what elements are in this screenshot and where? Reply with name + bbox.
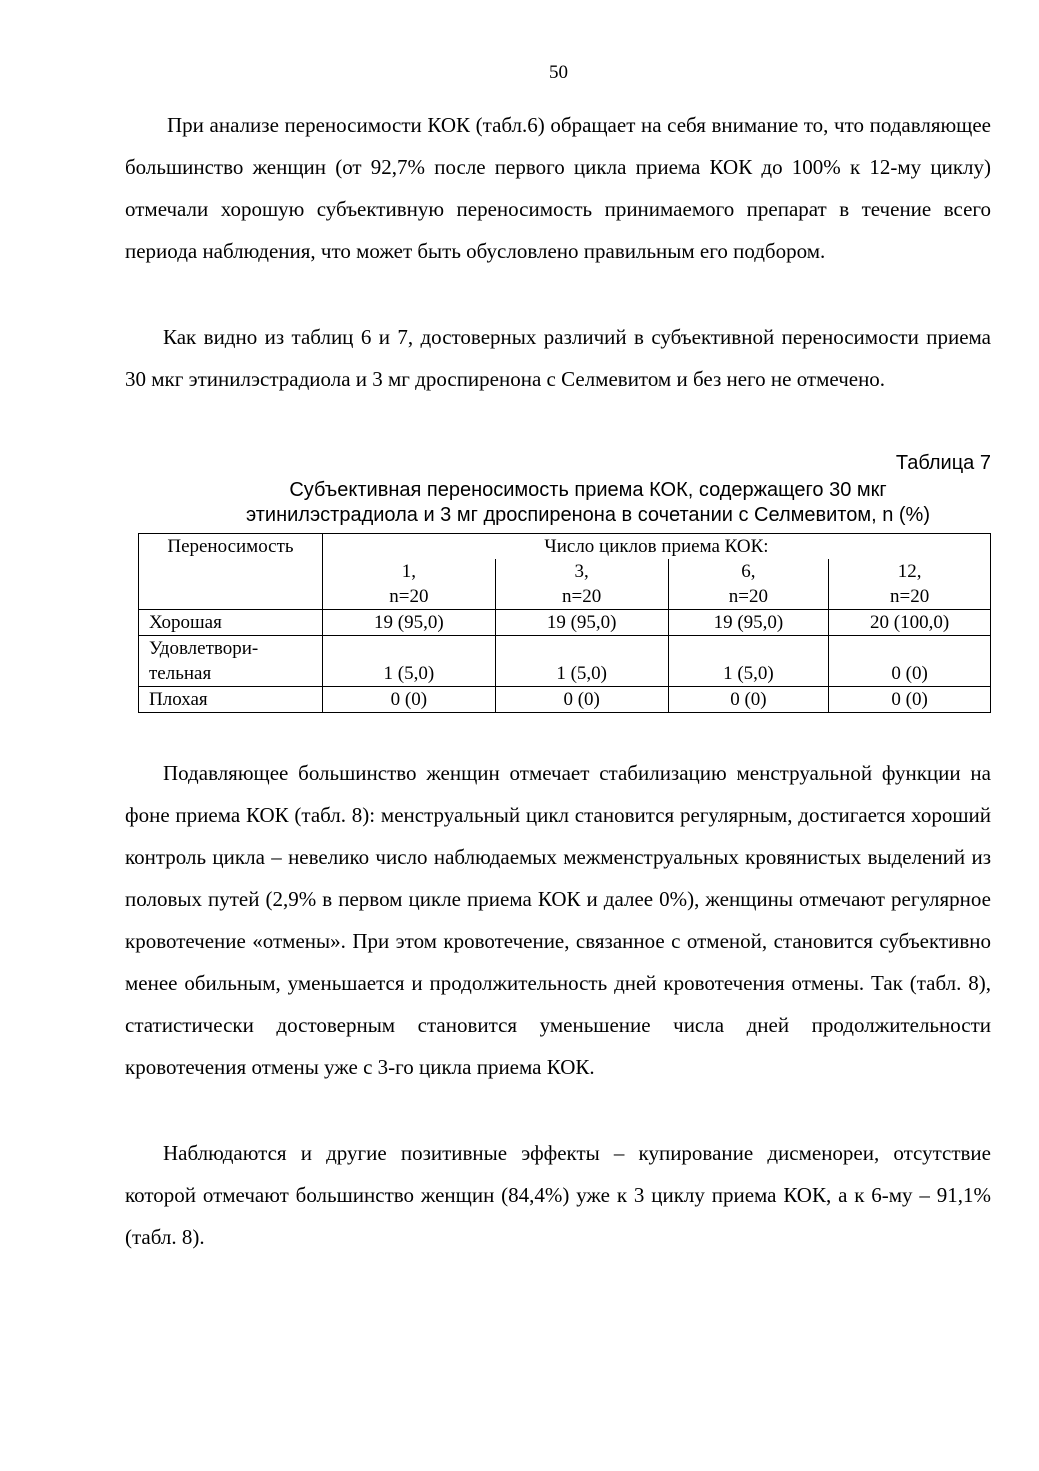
header-cycle-1: 1, n=20: [322, 559, 495, 610]
cell-bad-1: 0 (0): [322, 687, 495, 713]
paragraph-tolerance-analysis: При анализе переносимости КОК (табл.6) обращает на себя внимание то, что подавляющее большинство женщин (от 92,7% после первого цикла приема КОК до 100% к 12-му циклу) отмечали хорошую субъективную переносимость принимаемого препарат в течение всего периода наблюдения, что может быть обусловлено правильным его подбором.: [125, 113, 991, 263]
table-label: Таблица 7: [895, 452, 991, 474]
cell-satisfactory-1: 1 (5,0): [322, 636, 495, 687]
paragraph-menstrual-function: Подавляющее большинство женщин отмечает стабилизацию менструальной функции на фоне приема КОК (табл. 8): менструальный цикл становится регулярным, достигается хороший контроль цикла – невелико число наблюдаемых межменструальных кровянистых выделений из половых путей (2,9% в первом цикле приема КОК и далее 0%), женщины отмечают регулярное кровотечение «отмены». При этом кровотечение, связанное с отменой, становится субъективно менее обильным, уменьшается и продолжительность дней кровотечения отмены. Так (табл. 8), статистически достоверным становится уменьшение числа дней продолжительности кровотечения отмены уже с 3-го цикла приема КОК.: [125, 761, 991, 1079]
cell-bad-6: 0 (0): [668, 687, 829, 713]
row-label-satisfactory: Удовлетвори- тельная: [139, 636, 323, 687]
row-label-bad: Плохая: [139, 687, 323, 713]
cell-bad-12: 0 (0): [829, 687, 991, 713]
tolerance-table: [138, 533, 991, 713]
cell-good-1: 19 (95,0): [322, 610, 495, 636]
header-spacer: [139, 559, 323, 610]
header-cycle-12: 12, n=20: [829, 559, 991, 610]
page-number: 50: [549, 62, 568, 83]
table-row-good: [139, 610, 991, 636]
header-cycle-3: 3, n=20: [495, 559, 668, 610]
cell-good-12: 20 (100,0): [829, 610, 991, 636]
cell-satisfactory-6: 1 (5,0): [668, 636, 829, 687]
cell-satisfactory-12: 0 (0): [829, 636, 991, 687]
cell-good-3: 19 (95,0): [495, 610, 668, 636]
header-cycles-group: Число циклов приема КОК:: [322, 534, 990, 560]
cell-good-6: 19 (95,0): [668, 610, 829, 636]
header-cycle-6: 6, n=20: [668, 559, 829, 610]
header-tolerance: Переносимость: [139, 534, 323, 560]
row-label-good: Хорошая: [139, 610, 323, 636]
table-caption: [170, 478, 1006, 528]
table-caption-line-2: этинилэстрадиола и 3 мг дроспиренона в сочетании с Селмевитом, n (%): [245, 504, 930, 526]
table-row-bad: [139, 687, 991, 713]
paragraph-no-differences: Как видно из таблиц 6 и 7, достоверных различий в субъективной переносимости приема 30 мкг этинилэстрадиола и 3 мг дроспиренона с Селмевитом и без него не отмечено.: [125, 325, 991, 391]
paragraph-positive-effects: Наблюдаются и другие позитивные эффекты – купирование дисменореи, отсутствие которой отмечают большинство женщин (84,4%) уже к 3 циклу приема КОК, а к 6-му – 91,1% (табл. 8).: [125, 1141, 991, 1249]
table-row-satisfactory: [139, 636, 991, 687]
cell-satisfactory-3: 1 (5,0): [495, 636, 668, 687]
table-caption-line-1: Субъективная переносимость приема КОК, содержащего 30 мкг: [289, 479, 887, 501]
cell-bad-3: 0 (0): [495, 687, 668, 713]
